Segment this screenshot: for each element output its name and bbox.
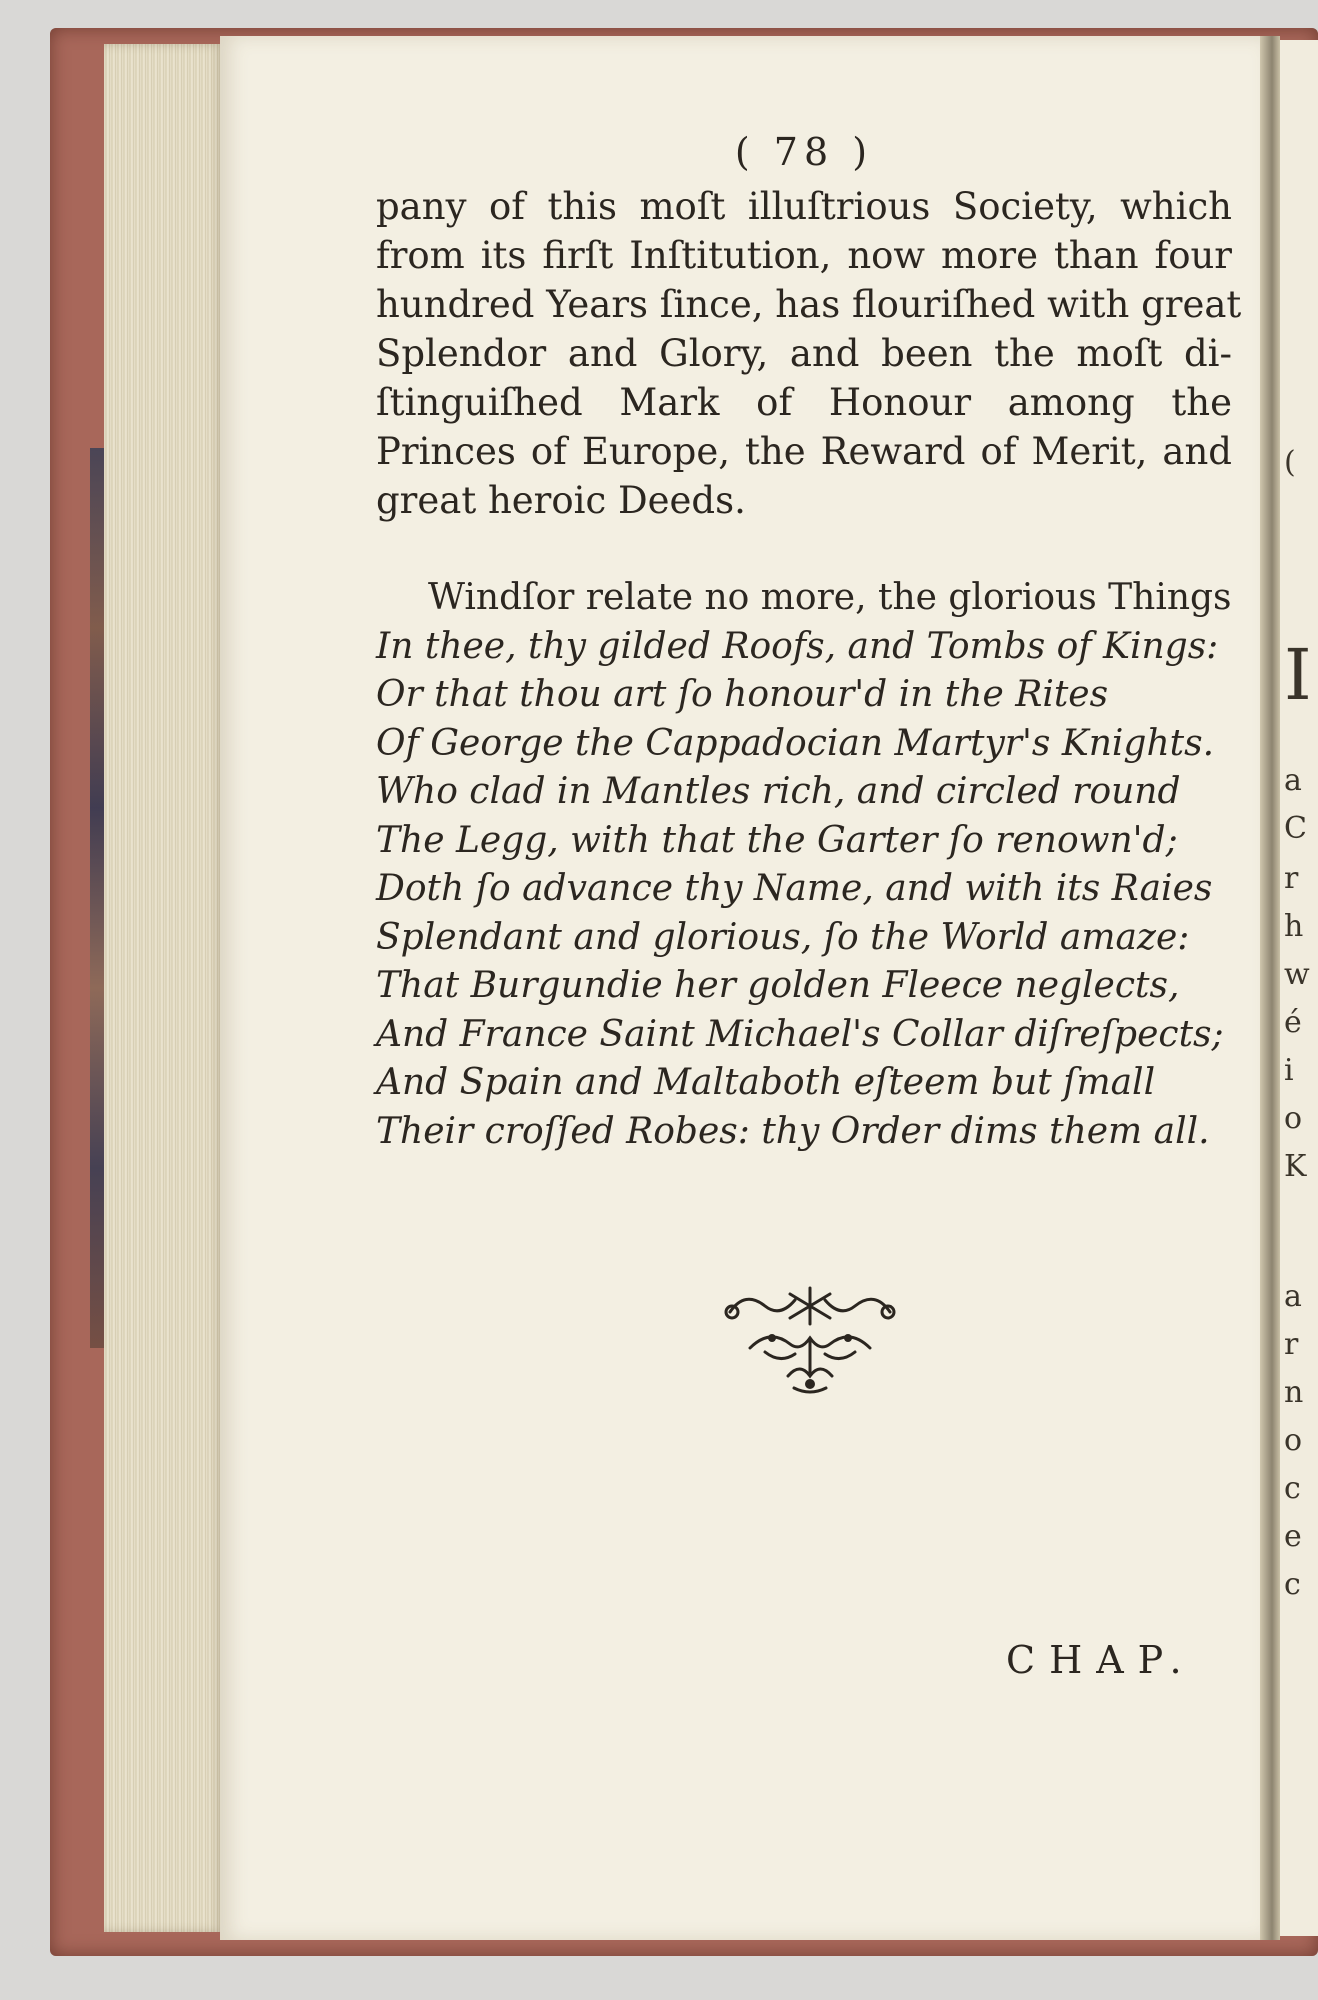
verse-line: In thee, thy gilded Roofs, and Tombs of Kings: [376,625,1219,667]
prose-line: from its firſt Inſtitution, now more than four [376,234,1232,277]
floral-ornament-icon [710,1272,910,1402]
facing-page-fragment: n [1284,1375,1304,1410]
facing-page-fragment: h [1284,909,1304,944]
catchword: CHAP. [1006,1638,1196,1682]
prose-line: pany of this moſt illuſtrious Society, which [376,185,1232,228]
facing-page-fragment: i [1284,1053,1294,1088]
prose-line: Princes of Europe, the Reward of Merit, and [376,430,1232,473]
facing-page-fragment: w [1284,957,1310,992]
verse-line: And France Saint Michael's Collar diſreſpects; [376,1013,1224,1055]
facing-page-fragment: a [1284,763,1302,798]
verse-line: The Legg, with that the Garter ſo renown'd; [376,819,1178,861]
prose-paragraph [376,182,1242,525]
verse-line: Of George the Cappadocian Martyr's Knights. [376,722,1215,764]
prose-line: Splendor and Glory, and been the moſt di- [376,332,1232,375]
verse-line: Windſor relate no more, the glorious Things [428,577,1232,618]
prose-line: ſtinguiſhed Mark of Honour among the [376,381,1232,424]
facing-page-fragment: o [1284,1101,1303,1136]
verse-line: Or that thou art ſo honour'd in the Rites [376,674,1109,715]
facing-page-fragment: c [1284,1471,1301,1506]
verse-line: Their croſſed Robes: thy Order dims them all. [376,1110,1210,1152]
verse-line: Splendant and glorious, ſo the World amaze: [376,916,1190,958]
prose-line: great heroic Deeds. [376,479,746,522]
verse-line: Who clad in Mantles rich, and circled round [376,771,1181,812]
verse-line: And Spain and Maltaboth eſteem but ſmall [376,1062,1156,1103]
page-edges [104,44,224,1932]
prose-line: hundred Years ſince, has flouriſhed with great [376,283,1242,326]
facing-page-fragment: ( [1284,445,1296,480]
facing-page-fragment: r [1284,1327,1299,1362]
facing-page-fragment: C [1284,811,1307,846]
facing-page-fragment: e [1284,1519,1302,1554]
book-gutter [1260,36,1280,1940]
verse-line: That Burgundie her golden Fleece neglects, [376,965,1180,1006]
facing-page-fragment: r [1284,861,1299,896]
facing-page-fragment: é [1284,1005,1302,1040]
facing-page-fragment: a [1284,1279,1302,1314]
facing-page-fragment: c [1284,1567,1301,1602]
verse-block [376,574,1232,1156]
facing-page-fragment: I [1284,634,1312,716]
verse-line: Doth ſo advance thy Name, and with its Raies [376,868,1213,909]
facing-page-edge [1280,40,1318,1936]
page-number: ( 78 ) [734,130,874,174]
facing-page-fragment: o [1284,1423,1303,1458]
facing-page-fragment: K [1284,1149,1307,1184]
